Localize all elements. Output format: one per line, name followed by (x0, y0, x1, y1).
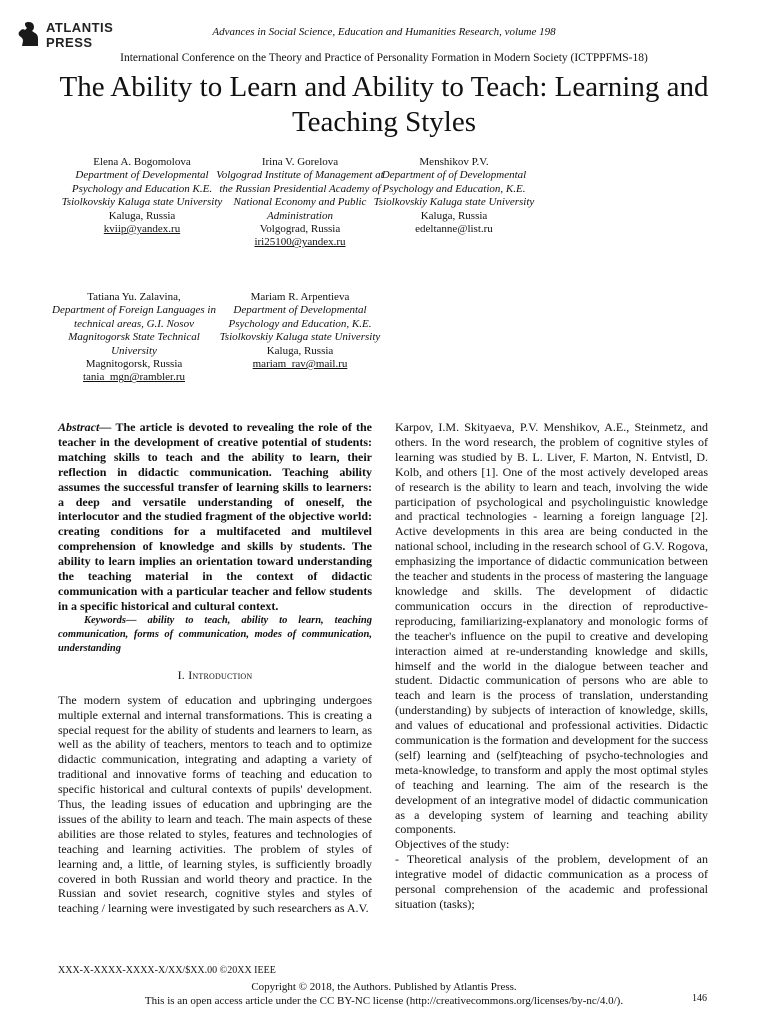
author-affiliation: Department of Foreign Languages in technical areas, G.I. Nosov Magnitogorsk State Technical University (52, 304, 216, 357)
license-line: This is an open access article under the CC BY-NC license (http://creativecommons.org/licenses/by-nc/4.0/). (144, 995, 624, 1007)
author-email-link[interactable]: tania_mgn@rambler.ru (82, 371, 186, 384)
keywords: Keywords— ability to teach, ability to learn, teaching communication, forms of communication, modes of communication, understanding (58, 614, 372, 654)
author-city: Magnitogorsk, Russia (85, 358, 183, 371)
author-name: Tatiana Yu. Zalavina, (87, 291, 181, 303)
author-name: Elena A. Bogomolova (93, 156, 191, 168)
right-column (395, 420, 708, 912)
objective-item: - Theoretical analysis of the problem, development of an integrative model of didactic communication as a process of personal comprehension of the academic and professional situation (tasks); (395, 852, 708, 911)
author-block (210, 156, 390, 250)
proceedings-header: Advances in Social Science, Education and Humanities Research, volume 198 (212, 26, 556, 38)
footer-identifier: XXX-X-XXXX-XXXX-X/XX/$XX.00 ©20XX IEEE (58, 965, 276, 976)
conference-header: International Conference on the Theory and Practice of Personality Formation in Modern Society (ICTPPFMS-18) (120, 52, 648, 64)
author-name: Irina V. Gorelova (261, 156, 339, 168)
author-email: edeltanne@list.ru (415, 223, 493, 236)
copyright-line: Copyright © 2018, the Authors. Published by Atlantis Press. (251, 981, 517, 993)
author-email-link[interactable]: mariam_rav@mail.ru (252, 358, 348, 371)
abstract-label: Abstract (58, 420, 100, 434)
logo-line1: ATLANTIS (46, 20, 114, 35)
intro-paragraph: The modern system of education and upbringing undergoes multiple external and internal transformations. This is creating a special request for the ability of students and learners to learn, as well as the ability of teachers, mentors to teach and to optimize didactic communication, integrating and adapting a variety of traditional and innovative forms of teaching and education to specific historical and cultural contexts of pupils' development. Thus, the leading issues of education and upbringing are the issues of the ability to learn and teach. The main aspects of these abilities are those related to styles, features and technologies of teaching and learning activities. The problem of styles of learning and, a little, of learning styles, is sufficiently broadly covered in both Russian and world theory and practice. In the Russian and soviet research, cognitive styles and styles of teaching / learning were investigated by such researchers as A.V. (58, 692, 372, 916)
keywords-label: Keywords (84, 614, 126, 626)
abstract: Abstract— The article is devoted to revealing the role of the teacher in the development of creative potential of students: matching skills to teach and the ability to learn, their reflection in didactic communication. Teaching ability assumes the successful transfer of learning skills to learners: a deep and versatile understanding of oneself, the interlocutor and the studied fragment of the objective world: creating conditions for a multifaceted and multilevel comprehension of knowledge and skills by students. The ability to learn implies an orientation toward understanding the teaching material in the context of didactic communication with a particular teacher and fellow students in a specific historical and cultural context. (58, 420, 372, 613)
page-number: 146 (692, 993, 707, 1004)
author-block (210, 291, 390, 371)
author-affiliation: Department of Developmental Psychology and Education, K.E. Tsiolkovskiy Kaluga state University (219, 304, 381, 344)
paper-title: The Ability to Learn and Ability to Teach: Learning and Teaching Styles (59, 71, 709, 138)
author-block (44, 291, 224, 385)
author-name: Menshikov P.V. (419, 156, 489, 168)
author-city: Kaluga, Russia (420, 209, 488, 222)
author-city: Kaluga, Russia (266, 344, 334, 357)
body-paragraph: Karpov, I.M. Skityaeva, P.V. Menshikov, A.E., Steinmetz, and others. In the word research, the problem of cognitive styles of learning was studied by B. L. Liver, F. Marton, N. Entvistl, D. Kolb, and others [1]. One of the most actively developed areas of research is the ability to learn and teach, involving the wide participation of psychological and psycholinguistic knowledge and practical technologies - learning a foreign language [2]. Active developments in this area are being conducted in the national school, including in the research school of G.V. Rogova, emphasizing the importance of didactic communication between the teacher and students in the process of mastering the language knowledge and skills. The development of didactic communication occurs in the direction of reproductive-reproducing, familiarizing-explanatory and monologic forms of the teacher's influence on the pupil to creative and developing interaction aimed at re-understanding knowledge and skills, himself and the world in the dialogue between teacher and student. Didactic communication of persons who are able to teach and learn is the process of translation, understanding (understanding) by subjects of interaction of knowledge, skills, and values of educational and professional activities. Didactic communication is the formation and development for the success (self) learning and (self)teaching of psycho-technologies and meta-knowledge, to transform and apply the most optimal styles of teaching and learning. The aim of the research is the development of an integrative model of didactic communication as a developing system of learning and teaching ability components. (395, 420, 708, 837)
author-city: Kaluga, Russia (108, 209, 176, 222)
left-column (58, 420, 372, 916)
section-title: Introduction (188, 667, 253, 682)
copyright-notice (0, 980, 768, 1008)
keywords-text: ability to teach, ability to learn, teaching communication, forms of communication, modes of communication, understanding (58, 614, 372, 654)
author-block (364, 156, 544, 236)
author-email-link[interactable]: iri25100@yandex.ru (254, 236, 346, 249)
author-city: Volgograd, Russia (259, 223, 341, 236)
section-number: I. (177, 667, 186, 682)
section-heading (58, 668, 372, 683)
author-name: Mariam R. Arpentieva (250, 291, 350, 303)
author-affiliation: Department of of Developmental Psychology and Education, K.E. Tsiolkovskiy Kaluga state University (373, 169, 535, 209)
author-email-link[interactable]: kviip@yandex.ru (103, 223, 181, 236)
author-affiliation: Volgograd Institute of Management at the Russian Presidential Academy of National Economy and Public Administration (216, 169, 384, 222)
logo-line2: PRESS (46, 35, 93, 50)
author-affiliation: Department of Developmental Psychology and Education K.E. Tsiolkovskiy Kaluga state University (61, 169, 223, 209)
objectives-heading: Objectives of the study: (395, 837, 510, 852)
author-block (52, 156, 232, 236)
abstract-text: The article is devoted to revealing the role of the teacher in the development of creative potential of students: matching skills to teach and the ability to learn, their reflection in didactic communication. Teaching ability assumes the successful transfer of learning skills to learners: a deep and versatile understanding of oneself, the interlocutor and the studied fragment of the objective world: creating conditions for a multifaceted and multilevel comprehension of knowledge and skills by students. The ability to learn implies an orientation toward understanding the teaching material in the context of didactic communication with a particular teacher and fellow students in a specific historical and cultural context. (58, 420, 372, 613)
